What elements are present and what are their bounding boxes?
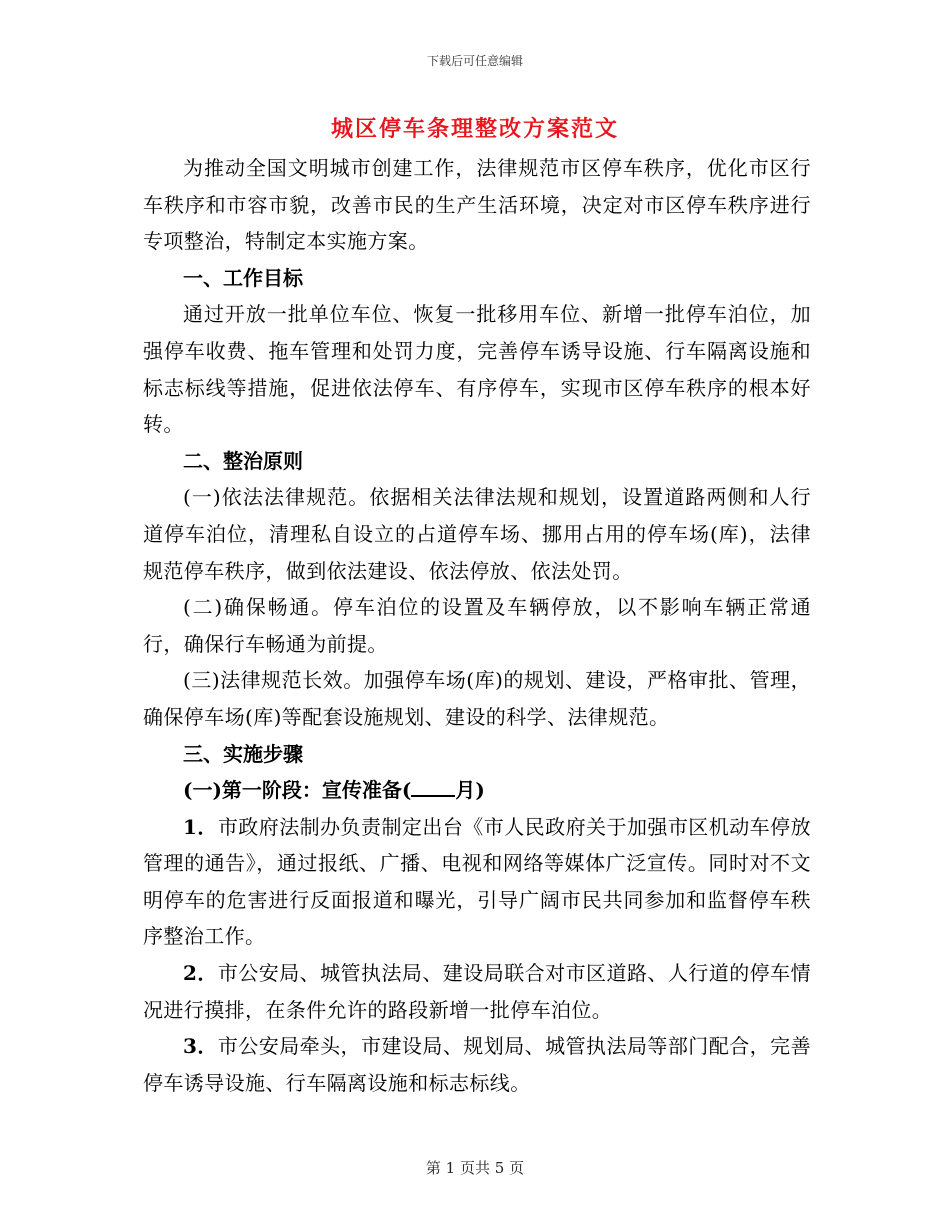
document-body — [143, 150, 811, 1101]
phase-one-suffix: 月) — [455, 778, 485, 803]
phase-one-heading — [143, 772, 811, 809]
principle-item: (三)法律规范长效。加强停车场(库)的规划、建设，严格审批、管理，确保停车场(库)等配套设施规划、建设的科学、法律规范。 — [143, 668, 811, 729]
header-note: 下载后可任意编辑 — [426, 54, 523, 68]
section-heading-principles: 二、整治原则 — [183, 448, 303, 473]
step-text: 市公安局牵头，市建设局、规划局、城管执法局等部门配合，完善停车诱导设施、行车隔离设施和标志标线。 — [143, 1034, 811, 1095]
goals-paragraph: 通过开放一批单位车位、恢复一批移用车位、新增一批停车泊位，加强停车收费、拖车管理和处罚力度，完善停车诱导设施、行车隔离设施和标志标线等措施，促进依法停车、有序停车，实现市区停车秩序的根本好转。 — [143, 302, 811, 437]
page-footer: 第 1 页共 5 页 — [425, 1159, 525, 1177]
step-text: 市公安局、城管执法局、建设局联合对市区道路、人行道的停车情况进行摸排，在条件允许的路段新增一批停车泊位。 — [143, 961, 811, 1022]
step-number: 3． — [183, 1034, 218, 1059]
principle-item: (二)确保畅通。停车泊位的设置及车辆停放，以不影响车辆正常通行，确保行车畅通为前提。 — [143, 595, 811, 656]
step-number: 2． — [183, 961, 218, 986]
phase-one-prefix: (一)第一阶段：宣传准备( — [183, 778, 412, 803]
section-heading-steps: 三、实施步骤 — [183, 741, 303, 766]
intro-paragraph: 为推动全国文明城市创建工作，法律规范市区停车秩序，优化市区行车秩序和市容市貌，改善市民的生产生活环境，决定对市区停车秩序进行专项整治，特制定本实施方案。 — [143, 156, 811, 254]
step-item — [143, 809, 811, 955]
step-item — [143, 955, 811, 1028]
step-item — [143, 1028, 811, 1101]
document-title: 城区停车条理整改方案范文 — [330, 116, 619, 142]
step-text: 市政府法制办负责制定出台《市人民政府关于加强市区机动车停放管理的通告》，通过报纸、广播、电视和网络等媒体广泛宣传。同时对不文明停车的危害进行反面报道和曝光，引导广阔市民共同参加和监督停车秩序整治工作。 — [143, 814, 811, 949]
principle-item: (一)依法法律规范。依据相关法律法规和规划，设置道路两侧和人行道停车泊位，清理私自设立的占道停车场、挪用占用的停车场(库)，法律规范停车秩序，做到依法建设、依法停放、依法处罚。 — [143, 485, 811, 583]
step-number: 1． — [183, 814, 218, 839]
month-blank — [411, 777, 455, 797]
section-heading-goals: 一、工作目标 — [183, 265, 303, 290]
